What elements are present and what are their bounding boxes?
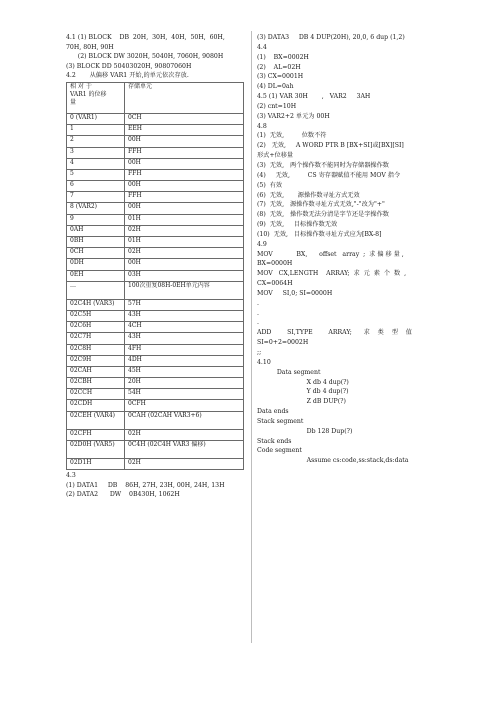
text-line: Data ends bbox=[257, 408, 289, 416]
offset-cell: 9 bbox=[67, 214, 125, 225]
offset-cell: 02D0H (VAR5) bbox=[67, 440, 125, 458]
text-line: (3) BLOCK DD 50403020H, 90807060H bbox=[66, 62, 192, 70]
text-line: (8) 无效, 操作数无法分清是字节还是字操作数 bbox=[257, 211, 389, 219]
value-cell: 02H bbox=[125, 429, 244, 440]
offset-cell: 8 (VAR2) bbox=[67, 203, 125, 214]
table-row bbox=[67, 389, 244, 400]
text-line: (2) 无效, A WORD PTR B [BX+SI]或[BX][SI] bbox=[257, 142, 404, 150]
value-cell: FFH bbox=[125, 147, 244, 158]
value-cell: 0CAH (02CAH VAR3+6) bbox=[125, 411, 244, 429]
offset-cell: 0AH bbox=[67, 225, 125, 236]
text-line: Data segment bbox=[267, 368, 321, 376]
text-line: Code segment bbox=[257, 447, 302, 455]
text-line: BX=0000H bbox=[257, 260, 293, 268]
table-row bbox=[67, 248, 244, 259]
table-row bbox=[67, 429, 244, 440]
text-line: 形式+位移量 bbox=[257, 152, 294, 160]
text-line: 70H, 80H, 90H bbox=[66, 43, 114, 51]
text-line: Stack segment bbox=[257, 417, 304, 425]
text-line: Db 128 Dup(?) bbox=[285, 427, 353, 435]
text-line: 4.8 bbox=[257, 122, 267, 130]
table-row bbox=[67, 333, 244, 344]
offset-cell: 02C5H bbox=[67, 310, 125, 321]
table-row bbox=[67, 440, 244, 458]
table-row bbox=[67, 259, 244, 270]
value-cell: 00H bbox=[125, 259, 244, 270]
text-line: (3) VAR2+2 单元为 00H bbox=[257, 112, 330, 120]
table-row bbox=[67, 270, 244, 281]
offset-cell: 02CAH bbox=[67, 366, 125, 377]
table-row bbox=[67, 344, 244, 355]
value-header: 存储单元 bbox=[125, 82, 244, 113]
offset-header: 相 对 于 VAR1 的位移 量 bbox=[67, 82, 125, 113]
text-line: Stack ends bbox=[257, 437, 292, 445]
text-line: (9) 无效, 目标操作数无效 bbox=[257, 221, 338, 229]
text-line: (7) 无效, 源操作数寻址方式无效,"-"改为"+" bbox=[257, 201, 385, 209]
text-line: Y db 4 dup(?) bbox=[285, 388, 349, 396]
value-cell: 00H bbox=[125, 136, 244, 147]
table-row bbox=[67, 322, 244, 333]
table-row bbox=[67, 400, 244, 411]
table-row bbox=[67, 310, 244, 321]
offset-cell: 02CBH bbox=[67, 378, 125, 389]
value-cell: 0CH bbox=[125, 113, 244, 124]
value-cell: 02H bbox=[125, 458, 244, 469]
offset-cell: 5 bbox=[67, 169, 125, 180]
text-line: MOV CX,LENGTH ARRAY; 求 元 素 个 数 , bbox=[257, 270, 407, 278]
table-row bbox=[67, 181, 244, 192]
memory-layout-table bbox=[66, 82, 244, 470]
text-line: (4) DL=0ah bbox=[257, 83, 294, 91]
value-cell: 100次重复08H-0EH单元内容 bbox=[125, 281, 244, 299]
value-cell: 57H bbox=[125, 299, 244, 310]
value-cell: 0C4H (02C4H VAR3 偏移) bbox=[125, 440, 244, 458]
table-row bbox=[67, 237, 244, 248]
text-line: . bbox=[257, 299, 259, 307]
offset-cell: 02C4H (VAR3) bbox=[67, 299, 125, 310]
table-row bbox=[67, 281, 244, 299]
text-line: (2) DATA2 DW 0B430H, 1062H bbox=[66, 491, 180, 499]
text-line: (10) 无效, 目标操作数寻址方式应为[BX-8] bbox=[257, 230, 382, 238]
value-cell: EEH bbox=[125, 125, 244, 136]
offset-cell: 02C6H bbox=[67, 322, 125, 333]
offset-cell: 4 bbox=[67, 158, 125, 169]
value-cell: 43H bbox=[125, 310, 244, 321]
value-cell: 4CH bbox=[125, 322, 244, 333]
offset-cell: 7 bbox=[67, 192, 125, 203]
offset-cell: 02CCH bbox=[67, 389, 125, 400]
value-cell: 43H bbox=[125, 333, 244, 344]
value-cell: 45H bbox=[125, 366, 244, 377]
offset-cell: 0 (VAR1) bbox=[67, 113, 125, 124]
offset-cell: 0DH bbox=[67, 259, 125, 270]
text-line: CX=0064H bbox=[257, 280, 293, 288]
value-cell: FFH bbox=[125, 192, 244, 203]
offset-cell: 1 bbox=[67, 125, 125, 136]
offset-cell: 02CFH bbox=[67, 429, 125, 440]
text-line: . bbox=[257, 319, 259, 327]
offset-cell: 02CDH bbox=[67, 400, 125, 411]
text-line: Z dB DUP(?) bbox=[285, 398, 346, 406]
text-line: 4.4 bbox=[257, 43, 267, 51]
table-row bbox=[67, 299, 244, 310]
table-row bbox=[67, 458, 244, 469]
offset-cell: 02C8H bbox=[67, 344, 125, 355]
text-line: (2) AL=02H bbox=[257, 63, 301, 71]
table-row bbox=[67, 125, 244, 136]
offset-cell: 3 bbox=[67, 147, 125, 158]
text-line: (5) 有效 bbox=[257, 181, 283, 189]
text-line: . bbox=[257, 309, 259, 317]
text-line: (3) 无效, 两个操作数不能同时为存储器操作数 bbox=[257, 161, 389, 169]
table-row bbox=[67, 214, 244, 225]
text-line: MOV BX, offset array ; 求 偏 移 量 , bbox=[257, 250, 404, 258]
value-cell: 00H bbox=[125, 181, 244, 192]
offset-cell: 02C9H bbox=[67, 355, 125, 366]
table-row bbox=[67, 147, 244, 158]
left-column bbox=[66, 33, 244, 500]
text-line: (3) CX=0001H bbox=[257, 73, 304, 81]
table-row bbox=[67, 355, 244, 366]
table-row bbox=[67, 192, 244, 203]
value-cell: 01H bbox=[125, 237, 244, 248]
value-cell: 02H bbox=[125, 225, 244, 236]
value-cell: 0CFH bbox=[125, 400, 244, 411]
offset-cell: 02CEH (VAR4) bbox=[67, 411, 125, 429]
value-cell: 01H bbox=[125, 214, 244, 225]
table-row bbox=[67, 378, 244, 389]
text-line: 4.1 (1) BLOCK DB 20H, 30H, 40H, 50H, 60H, bbox=[66, 34, 225, 41]
offset-cell: 0CH bbox=[67, 248, 125, 259]
text-line: (1) DATA1 DB 86H, 27H, 23H, 00H, 24H, 13H bbox=[66, 481, 225, 489]
table-row bbox=[67, 169, 244, 180]
value-cell: 4FH bbox=[125, 344, 244, 355]
value-cell: 02H bbox=[125, 248, 244, 259]
value-cell: 54H bbox=[125, 389, 244, 400]
right-column bbox=[257, 33, 433, 466]
text-line: Assume cs:code,ss:stack,ds:data bbox=[285, 457, 409, 465]
text-line: ;; bbox=[257, 349, 262, 356]
table-header-row bbox=[67, 82, 244, 113]
text-line: (4) 无效, CS 寄存器赋值不能用 MOV 指令 bbox=[257, 171, 401, 179]
table-row bbox=[67, 158, 244, 169]
text-line: 4.10 bbox=[257, 358, 271, 366]
text-line: ADD SI,TYPE ARRAY; 求 类 型 值 bbox=[257, 329, 412, 337]
value-cell: FFH bbox=[125, 169, 244, 180]
offset-cell: 2 bbox=[67, 136, 125, 147]
text-line: (2) cnt=10H bbox=[257, 102, 297, 110]
text-line: SI=0+2=0002H bbox=[257, 339, 309, 347]
table-row bbox=[67, 411, 244, 429]
value-cell: 03H bbox=[125, 270, 244, 281]
value-cell: 00H bbox=[125, 203, 244, 214]
text-line: 4.2 从偏移 VAR1 开始,的单元依次存放. bbox=[66, 72, 189, 80]
offset-cell: 02C7H bbox=[67, 333, 125, 344]
text-line: (1) BX=0002H bbox=[257, 53, 309, 61]
table-row bbox=[67, 136, 244, 147]
text-line: 4.3 bbox=[66, 472, 76, 480]
text-line: X db 4 dup(?) bbox=[285, 378, 349, 386]
text-line: 4.9 bbox=[257, 240, 267, 248]
value-cell: 00H bbox=[125, 158, 244, 169]
table-row bbox=[67, 225, 244, 236]
text-line: 4.5 (1) VAR 30H , VAR2 3AH bbox=[257, 93, 371, 101]
text-line: (6) 无效, 源操作数寻址方式无效 bbox=[257, 191, 360, 199]
table-row bbox=[67, 203, 244, 214]
column-divider bbox=[251, 31, 252, 643]
table-row bbox=[67, 366, 244, 377]
offset-cell: 6 bbox=[67, 181, 125, 192]
offset-cell: 0EH bbox=[67, 270, 125, 281]
offset-cell: … bbox=[67, 281, 125, 299]
value-cell: 20H bbox=[125, 378, 244, 389]
text-line: (3) DATA3 DB 4 DUP(20H), 20,0, 6 dup (1,2) bbox=[257, 34, 405, 41]
value-cell: 4DH bbox=[125, 355, 244, 366]
text-line: (1) 无效, 位数不符 bbox=[257, 132, 327, 140]
text-line: MOV SI,0; SI=0000H bbox=[257, 289, 333, 297]
offset-cell: 0BH bbox=[67, 237, 125, 248]
text-line: (2) BLOCK DW 3020H, 5040H, 7060H, 9080H bbox=[66, 53, 224, 61]
table-row bbox=[67, 113, 244, 124]
offset-cell: 02D1H bbox=[67, 458, 125, 469]
